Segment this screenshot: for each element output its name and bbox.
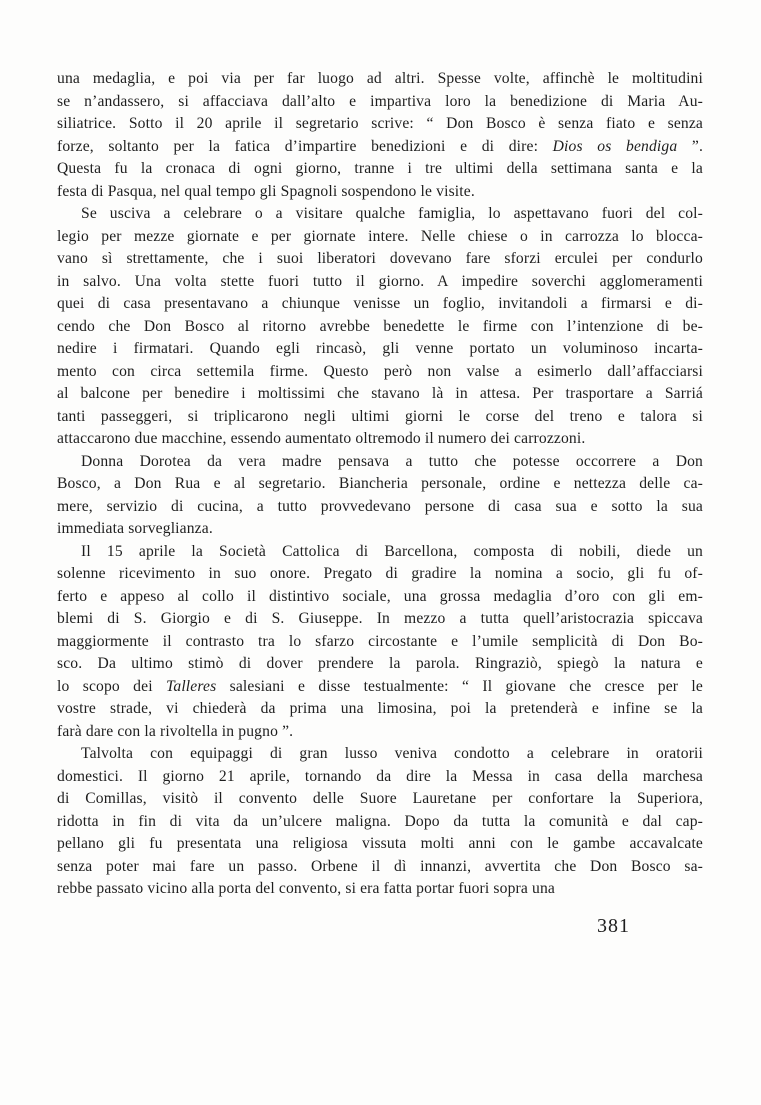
text-line: attaccarono due macchine, essendo aumentato oltremodo il numero dei carrozzoni.	[57, 430, 586, 447]
text-line: lo scopo dei Talleres salesiani e disse testualmente: “ Il giovane che cresce per le	[57, 677, 703, 695]
text-line: al balcone per benedire i moltissimi che stavano là in attesa. Per trasportare a Sarriá	[57, 385, 703, 402]
text-line: tanti passeggeri, si triplicarono negli ultimi giorni le corse del treno e talora si	[57, 407, 703, 425]
text-line: immediata sorveglianza.	[57, 520, 213, 537]
text-line: siliatrice. Sotto il 20 aprile il segretario scrive: “ Don Bosco è senza fiato e senza	[57, 115, 703, 132]
text-line: forze, soltanto per la fatica d’impartire benedizioni e di dire: Dios os bendiga ”.	[57, 137, 703, 155]
text-line: vano sì strettamente, che i suoi liberatori dovevano fare sforzi erculei per condurlo	[57, 250, 703, 267]
text-line: rebbe passato vicino alla porta del convento, si era fatta portar fuori sopra una	[57, 880, 555, 897]
text-line: vostre strade, vi chiederà da prima una limosina, poi la pretenderà e infine se la	[57, 700, 703, 717]
text-line: senza poter mai fare un passo. Orbene il dì innanzi, avvertita che Don Bosco sa-	[57, 857, 703, 875]
text-line: solenne ricevimento in suo onore. Pregato di gradire la nomina a socio, gli fu of-	[57, 565, 703, 582]
page-number: 381	[597, 915, 630, 937]
text-line: maggiormente il contrasto tra lo sfarzo circostante e l’umile semplicità di Don Bo-	[57, 632, 703, 650]
text-line: festa di Pasqua, nel qual tempo gli Spagnoli sospendono le visite.	[57, 182, 475, 200]
text-line: farà dare con la rivoltella in pugno ”.	[57, 722, 294, 740]
text-line: Se usciva a celebrare o a visitare qualche famiglia, lo aspettavano fuori del col-	[81, 205, 703, 222]
text-line: Questa fu la cronaca di ogni giorno, tranne i tre ultimi della settimana santa e la	[57, 160, 703, 177]
text-line: una medaglia, e poi via per far luogo ad altri. Spesse volte, affinchè le moltitudini	[57, 70, 703, 87]
text-line: Il 15 aprile la Società Cattolica di Barcellona, composta di nobili, diede un	[81, 542, 703, 560]
text-line: legio per mezze giornate e per giornate intere. Nelle chiese o in carrozza lo blocca-	[57, 227, 703, 245]
text-line: se n’andassero, si affacciava dall’alto e impartiva loro la benedizione di Maria Au-	[57, 92, 703, 110]
text-line: blemi di S. Giorgio e di S. Giuseppe. In mezzo a tutta quell’aristocrazia spiccava	[57, 610, 703, 627]
text-line: mento con circa settemila firme. Questo però non valse a esimerlo dall’affacciarsi	[57, 362, 703, 380]
text-line: quei di casa presentavano a chiunque venisse un foglio, invitandoli a firmarsi e di-	[57, 295, 703, 312]
text-line: ferto e appeso al collo il distintivo sociale, una grossa medaglia d’oro con gli em-	[57, 587, 703, 605]
text-line: Donna Dorotea da vera madre pensava a tutto che potesse occorrere a Don	[81, 452, 703, 470]
text-line: nedire i firmatari. Quando egli rincasò, gli venne portato un voluminoso incarta-	[57, 340, 703, 357]
text-line: mere, servizio di cucina, a tutto provvedevano persone di casa sua e sotto la sua	[57, 497, 703, 515]
text-line: Talvolta con equipaggi di gran lusso veniva condotto a celebrare in oratorii	[81, 745, 703, 762]
text-line: domestici. Il giorno 21 aprile, tornando da dire la Messa in casa della marchesa	[57, 767, 703, 785]
text-line: cendo che Don Bosco al ritorno avrebbe benedette le firme con l’intenzione di be-	[57, 317, 703, 335]
text-line: sco. Da ultimo stimò di dover prendere la parola. Ringraziò, spiegò la natura e	[57, 655, 703, 672]
text-line: di Comillas, visitò il convento delle Suore Lauretane per confortare la Superiora,	[57, 790, 703, 807]
page-text	[57, 68, 703, 901]
text-line: ridotta in fin di vita da un’ulcere maligna. Dopo da tutta la comunità e dal cap-	[57, 812, 703, 830]
text-line: Bosco, a Don Rua e al segretario. Biancheria personale, ordine e nettezza delle ca-	[57, 475, 703, 492]
text-line: in salvo. Una volta stette fuori tutto il giorno. A impedire soverchi agglomeramenti	[57, 272, 703, 290]
text-line: pellano gli fu presentata una religiosa vissuta molti anni con le gambe accavalcate	[57, 835, 703, 852]
